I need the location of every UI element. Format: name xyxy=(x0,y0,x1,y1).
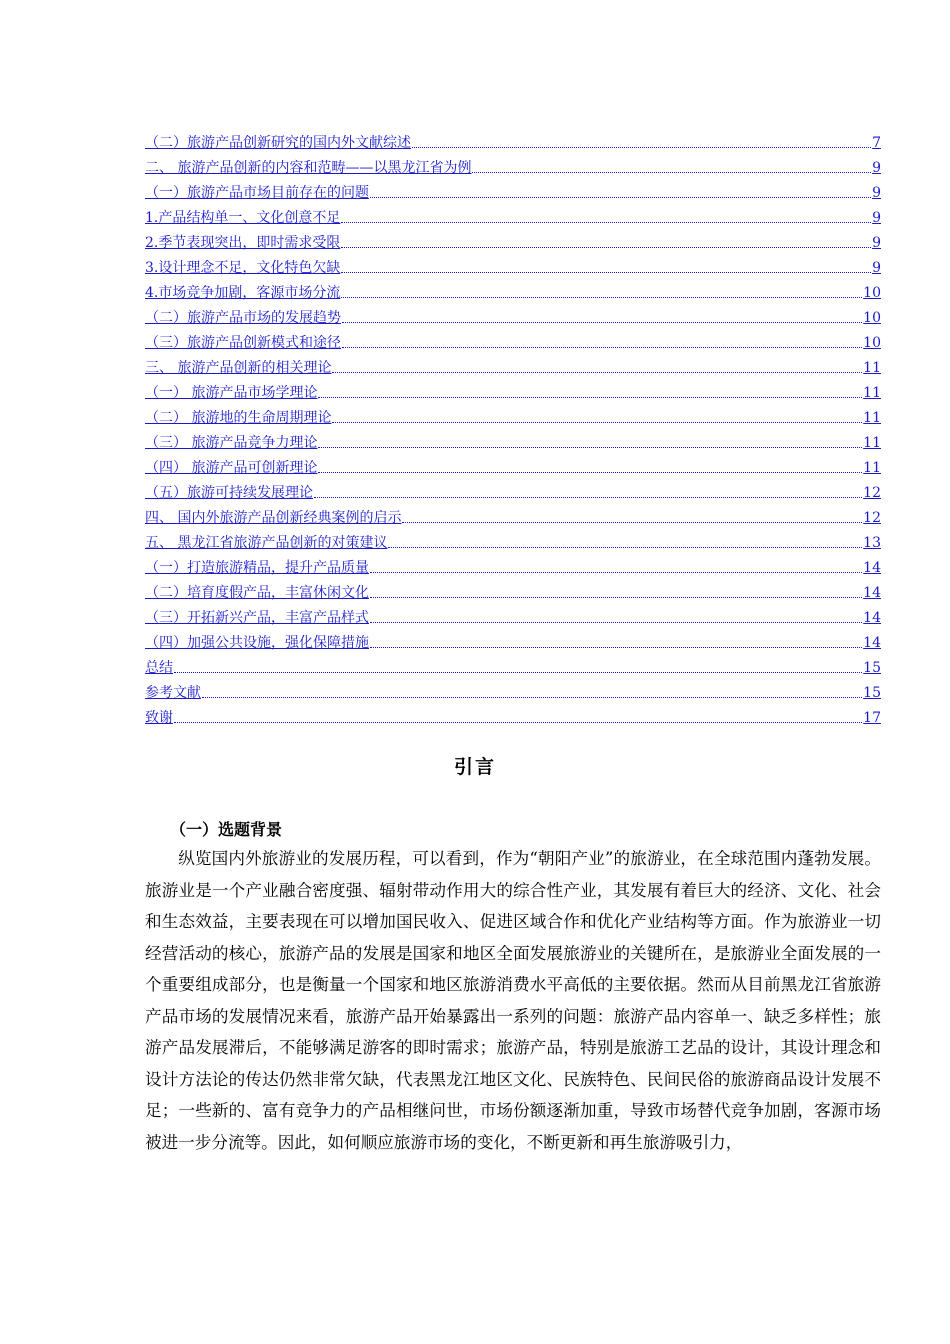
toc-entry-page-number: 11 xyxy=(863,460,881,476)
toc-entry-link[interactable] xyxy=(145,402,881,427)
toc-entry-link[interactable] xyxy=(145,677,881,702)
toc-dot-leader xyxy=(370,646,862,648)
toc-entry-page-number: 13 xyxy=(863,535,881,551)
toc-entry-link[interactable] xyxy=(145,202,881,227)
toc-dot-leader xyxy=(332,371,862,373)
toc-entry-page-number: 17 xyxy=(863,710,881,726)
toc-entry-page-number: 11 xyxy=(863,435,881,451)
toc-entry-link[interactable] xyxy=(145,177,881,202)
toc-dot-leader xyxy=(472,171,871,173)
toc-entry-label: 四、 国内外旅游产品创新经典案例的启示 xyxy=(145,510,402,526)
toc-entry-page-number: 14 xyxy=(863,560,881,576)
toc-entry-label: （五）旅游可持续发展理论 xyxy=(145,485,313,501)
toc-dot-leader xyxy=(314,496,862,498)
toc-entry-link[interactable] xyxy=(145,302,881,327)
toc-entry-label: （一）旅游产品市场目前存在的问题 xyxy=(145,185,369,201)
toc-dot-leader xyxy=(342,321,862,323)
toc-entry-link[interactable] xyxy=(145,652,881,677)
toc-entry-page-number: 12 xyxy=(863,510,881,526)
toc-entry-label: （一）打造旅游精品，提升产品质量 xyxy=(145,560,369,576)
toc-dot-leader xyxy=(174,721,862,723)
toc-entry-page-number: 9 xyxy=(872,260,881,276)
toc-dot-leader xyxy=(318,446,862,448)
toc-entry-page-number: 11 xyxy=(863,360,881,376)
toc-dot-leader xyxy=(370,621,862,623)
toc-entry-link[interactable] xyxy=(145,127,881,152)
toc-entry-page-number: 10 xyxy=(863,335,881,351)
toc-entry-page-number: 15 xyxy=(863,660,881,676)
toc-entry-link[interactable] xyxy=(145,527,881,552)
toc-entry-label: （二）旅游产品创新研究的国内外文献综述 xyxy=(145,135,411,151)
toc-entry-label: （二）培育度假产品，丰富休闲文化 xyxy=(145,585,369,601)
toc-entry-page-number: 14 xyxy=(863,610,881,626)
toc-entry-label: （四） 旅游产品可创新理论 xyxy=(145,460,318,476)
toc-entry-page-number: 9 xyxy=(872,185,881,201)
toc-entry-label: 1.产品结构单一、文化创意不足 xyxy=(145,210,341,226)
subsection-title: （一）选题背景 xyxy=(170,820,283,839)
toc-dot-leader xyxy=(412,146,871,148)
toc-entry-label: （三）旅游产品创新模式和途径 xyxy=(145,335,341,351)
toc-entry-link[interactable] xyxy=(145,427,881,452)
toc-entry-link[interactable] xyxy=(145,277,881,302)
toc-entry-label: （三）开拓新兴产品，丰富产品样式 xyxy=(145,610,369,626)
toc-entry-link[interactable] xyxy=(145,502,881,527)
toc-dot-leader xyxy=(332,421,862,423)
toc-entry-page-number: 14 xyxy=(863,635,881,651)
toc-dot-leader xyxy=(342,346,862,348)
toc-entry-page-number: 12 xyxy=(863,485,881,501)
toc-entry-link[interactable] xyxy=(145,377,881,402)
toc-entry-link[interactable] xyxy=(145,552,881,577)
toc-entry-link[interactable] xyxy=(145,252,881,277)
toc-entry-label: （一） 旅游产品市场学理论 xyxy=(145,385,318,401)
toc-dot-leader xyxy=(341,296,862,298)
toc-entry-page-number: 11 xyxy=(863,410,881,426)
toc-entry-page-number: 14 xyxy=(863,585,881,601)
toc-entry-link[interactable] xyxy=(145,227,881,252)
toc-dot-leader xyxy=(402,521,862,523)
toc-entry-label: 总结 xyxy=(145,660,173,676)
toc-entry-link[interactable] xyxy=(145,152,881,177)
toc-entry-label: 二、 旅游产品创新的内容和范畴——以黑龙江省为例 xyxy=(145,160,472,176)
toc-entry-link[interactable] xyxy=(145,627,881,652)
toc-entry-label: 参考文献 xyxy=(145,685,201,701)
toc-dot-leader xyxy=(341,221,871,223)
toc-entry-link[interactable] xyxy=(145,352,881,377)
toc-entry-label: 致谢 xyxy=(145,710,173,726)
toc-dot-leader xyxy=(318,396,862,398)
toc-entry-link[interactable] xyxy=(145,452,881,477)
toc-entry-link[interactable] xyxy=(145,702,881,727)
toc-entry-label: （四）加强公共设施，强化保障措施 xyxy=(145,635,369,651)
toc-dot-leader xyxy=(341,271,871,273)
toc-entry-link[interactable] xyxy=(145,477,881,502)
toc-entry-label: 五、 黑龙江省旅游产品创新的对策建议 xyxy=(145,535,388,551)
section-title: 引言 xyxy=(453,756,496,778)
toc-entry-page-number: 11 xyxy=(863,385,881,401)
toc-dot-leader xyxy=(202,696,862,698)
toc-dot-leader xyxy=(370,571,862,573)
toc-entry-link[interactable] xyxy=(145,327,881,352)
toc-entry-page-number: 9 xyxy=(872,235,881,251)
toc-dot-leader xyxy=(174,671,862,673)
toc-entry-label: （三） 旅游产品竞争力理论 xyxy=(145,435,318,451)
toc-dot-leader xyxy=(318,471,862,473)
toc-entry-page-number: 9 xyxy=(872,210,881,226)
body-paragraph: 纵览国内外旅游业的发展历程，可以看到，作为“朝阳产业”的旅游业，在全球范围内蓬勃发展。旅游业是一个产业融合密度强、辐射带动作用大的综合性产业，其发展有着巨大的经济、文化、社会和生态效益，主要表现在可以增加国民收入、促进区域合作和优化产业结构等方面。作为旅游业一切经营活动的核心，旅游产品的发展是国家和地区全面发展旅游业的关键所在，是旅游业全面发展的一个重要组成部分，也是衡量一个国家和地区旅游消费水平高低的主要依据。然而从目前黑龙江省旅游产品市场的发展情况来看，旅游产品开始暴露出一系列的问题：旅游产品内容单一、缺乏多样性；旅游产品发展滞后，不能够满足游客的即时需求；旅游产品，特别是旅游工艺品的设计，其设计理念和设计方法论的传达仍然非常欠缺，代表黑龙江地区文化、民族特色、民间民俗的旅游商品设计发展不足；一些新的、富有竞争力的产品相继问世，市场份额逐渐加重，导致市场替代竞争加剧，客源市场被进一步分流等。因此，如何顺应旅游市场的变化，不断更新和再生旅游吸引力， xyxy=(145,849,881,1152)
toc-dot-leader xyxy=(370,596,862,598)
toc-entry-label: 3.设计理念不足，文化特色欠缺 xyxy=(145,260,341,276)
toc-entry-label: （二）旅游产品市场的发展趋势 xyxy=(145,310,341,326)
toc-entry-label: 2.季节表现突出，即时需求受限 xyxy=(145,235,341,251)
toc-entry-page-number: 7 xyxy=(872,135,881,151)
toc-entry-label: 三、 旅游产品创新的相关理论 xyxy=(145,360,332,376)
toc-entry-label: （二） 旅游地的生命周期理论 xyxy=(145,410,332,426)
toc-dot-leader xyxy=(388,546,862,548)
toc-entry-page-number: 10 xyxy=(863,285,881,301)
toc-entry-page-number: 9 xyxy=(872,160,881,176)
toc-dot-leader xyxy=(370,196,871,198)
toc-dot-leader xyxy=(341,246,871,248)
toc-entry-page-number: 15 xyxy=(863,685,881,701)
toc-entry-link[interactable] xyxy=(145,577,881,602)
toc-entry-link[interactable] xyxy=(145,602,881,627)
toc-entry-page-number: 10 xyxy=(863,310,881,326)
table-of-contents xyxy=(145,127,881,727)
toc-entry-label: 4.市场竞争加剧，客源市场分流 xyxy=(145,285,341,301)
